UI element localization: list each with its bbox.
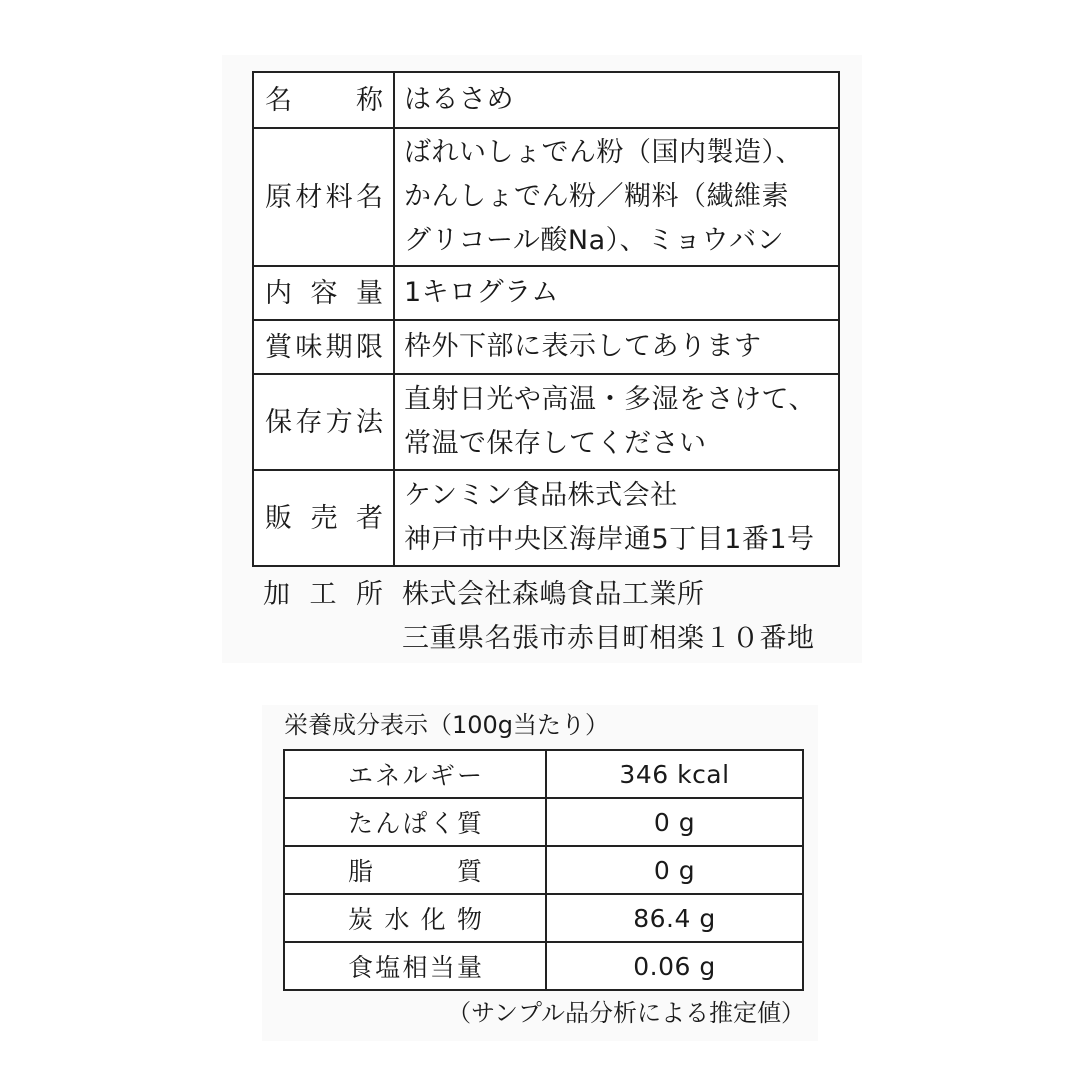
value-line: 直射日光や高温・多湿をさけて、 [404,384,816,415]
info-label-storage [254,375,395,469]
label-char: 容 [310,277,338,309]
label-char: 味 [295,331,323,363]
label-char: 原 [265,181,292,213]
label-char: ネ [375,761,401,790]
info-value-best-before [395,321,838,373]
label-char: 物 [456,905,482,934]
info-label-ingredients [254,129,395,265]
info-value-ingredients [395,129,838,265]
label-char: 量 [456,953,482,982]
label-char: ル [402,761,428,790]
info-label-seller [254,471,395,565]
label-char: ん [375,809,401,838]
processor-company: 株式会社森嶋食品工業所 [402,579,705,610]
label-char: 方 [325,406,353,438]
value-line: 1キログラム [404,277,559,308]
processor-value [393,573,815,661]
processor-address: 三重県名張市赤目町相楽１０番地 [402,623,815,654]
label-char: く [429,809,455,838]
label-char: 称 [356,84,383,116]
value-line: ばれいしょでん粉（国内製造）、 [404,137,803,168]
label-char: 炭 [348,905,374,934]
label-char: 名 [355,181,383,213]
nutrition-label-protein [285,799,547,845]
nutrition-row-protein [285,797,802,845]
label-char: 水 [384,905,410,934]
value-line: 枠外下部に表示してあります [404,331,762,362]
value-line: グリコール酸Na）、ミョウバン [404,225,785,256]
label-char: 期 [325,331,353,363]
label-char: 質 [456,809,482,838]
nutrition-note: （サンプル品分析による推定値） [447,999,805,1027]
label-char: 脂 [348,857,374,886]
label-char: 材 [295,181,323,213]
nutrition-value-fat: 0 g [653,855,696,885]
nutrition-table [283,749,804,991]
info-row-ingredients [254,127,838,265]
info-value-name [395,73,838,127]
nutrition-label-salt-equivalent [285,943,547,989]
label-char: た [348,809,374,838]
info-row-best-before [254,319,838,373]
label-char: 売 [310,502,338,534]
nutrition-title: 栄養成分表示（100g当たり） [284,711,610,739]
label-char: 内 [265,277,292,309]
value-line: ケンミン食品株式会社 [404,480,678,511]
product-info-table [252,71,840,567]
nutrition-row-energy [285,751,802,797]
label-char: 料 [325,181,353,213]
label-char: 賞 [265,331,292,363]
processor-label [252,573,393,661]
label-char: 量 [356,277,383,309]
nutrition-label-fat [285,847,547,893]
label-char: 法 [355,406,383,438]
label-char: 質 [456,857,482,886]
label-char: 当 [429,953,455,982]
label-char: 者 [356,502,383,534]
nutrition-row-carbohydrate [285,893,802,941]
nutrition-label-carbohydrate [285,895,547,941]
label-char: ギ [429,761,455,790]
label-char: 存 [295,406,323,438]
label-char: 限 [355,331,383,363]
info-value-seller [395,471,838,565]
label-char: ー [456,761,482,790]
info-label-best-before [254,321,395,373]
label-char: 保 [265,406,292,438]
info-value-content-quantity [395,267,838,319]
nutrition-row-fat [285,845,802,893]
label-char: エ [348,761,374,790]
info-row-content-quantity [254,265,838,319]
label-char: 名 [265,84,292,116]
nutrition-label-energy [285,751,547,797]
label-char: 化 [420,905,446,934]
label-char: 塩 [375,953,401,982]
info-row-name [254,73,838,127]
label-char: 販 [265,502,292,534]
label-char: 所 [356,579,383,610]
label-char: 食 [348,953,374,982]
info-row-seller [254,469,838,565]
label-char: 加 [263,579,290,610]
value-line: 神戸市中央区海岸通5丁目1番1号 [404,524,815,555]
value-line: はるさめ [404,84,514,115]
info-row-storage [254,373,838,469]
value-line: 常温で保存してください [404,428,707,459]
value-line: かんしょでん粉／糊料（繊維素 [404,181,789,212]
info-value-storage [395,375,838,469]
nutrition-value-salt-equivalent: 0.06 g [633,951,716,981]
info-label-content-quantity [254,267,395,319]
processor-section [252,573,852,661]
nutrition-row-salt-equivalent [285,941,802,989]
label-char: 工 [309,579,337,610]
nutrition-value-carbohydrate: 86.4 g [633,903,716,933]
nutrition-value-energy: 346 kcal [619,759,730,789]
label-char: ぱ [402,809,428,838]
label-char: 相 [402,953,428,982]
info-label-name [254,73,395,127]
nutrition-value-protein: 0 g [653,807,696,837]
